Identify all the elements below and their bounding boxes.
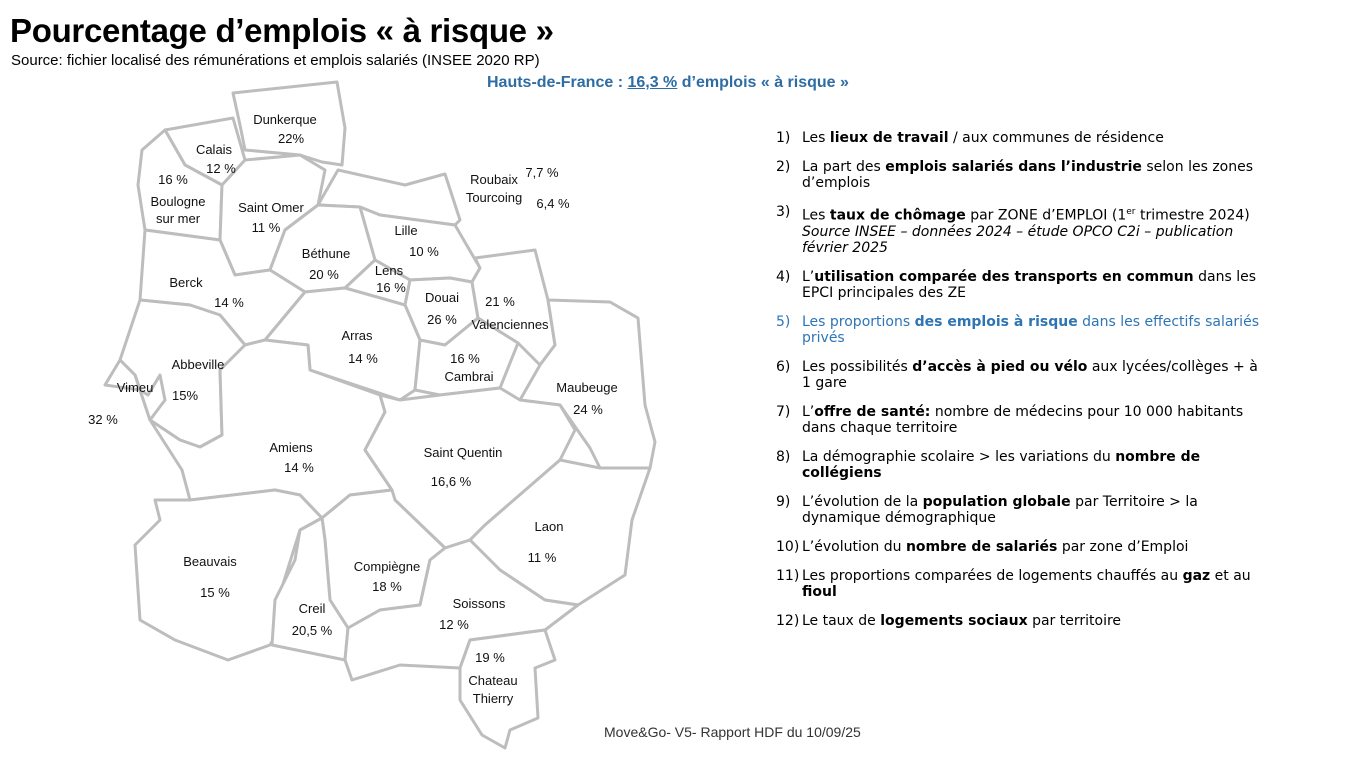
label-roubaix-value2: 6,4 % [536, 196, 570, 211]
label-creil-value: 20,5 % [291, 623, 333, 638]
list-item-text: L’évolution du [802, 538, 906, 555]
label-abbeville-name: Abbeville [171, 357, 225, 372]
list-item-text: Les possibilités [802, 358, 913, 375]
list-item-text: d’accès à pied ou vélo [912, 358, 1088, 375]
label-berck-value: 14 % [214, 295, 244, 310]
list-item-text: La part des [802, 159, 886, 175]
label-berck-name: Berck [169, 275, 203, 290]
list-item-text: gaz [1182, 567, 1211, 584]
region-prefix: Hauts-de-France : [487, 74, 628, 91]
list-item [776, 494, 1266, 526]
list-item-text: Le taux de [802, 612, 881, 629]
list-item [776, 539, 1266, 555]
label-arras-name: Arras [341, 328, 373, 343]
list-item [776, 159, 1266, 191]
label-chateau-thierry-name2: Thierry [472, 691, 514, 706]
label-amiens-name: Amiens [269, 440, 313, 455]
label-vimeu-name: Vimeu [116, 380, 154, 395]
label-boulogne-name1: Boulogne [150, 194, 206, 209]
source-line: Source: fichier localisé des rémunérations et emplois salariés (INSEE 2020 RP) [11, 52, 540, 69]
label-maubeuge-name: Maubeuge [556, 380, 618, 395]
list-item-text: nombre de médecins pour 10 000 habitants dans chaque territoire [802, 403, 1244, 436]
list-item-text: trimestre 2024) [1135, 207, 1250, 224]
list-item [776, 613, 1266, 629]
indicator-list [776, 130, 1266, 642]
list-item-text: Les proportions [802, 313, 915, 330]
label-calais-name: Calais [195, 142, 233, 157]
list-item-text: L’évolution de la [802, 493, 923, 510]
list-item-number: 12) [776, 612, 800, 629]
label-saint-omer-name: Saint Omer [238, 200, 304, 215]
label-compiegne-value: 18 % [372, 579, 402, 594]
list-item [776, 130, 1266, 146]
label-beauvais-name: Beauvais [183, 554, 237, 569]
label-abbeville-value: 15% [171, 388, 199, 403]
label-laon-value: 11 % [527, 550, 557, 565]
label-saint-quentin-value: 16,6 % [430, 474, 472, 489]
label-roubaix-name2: Tourcoing [465, 190, 523, 205]
label-roubaix-value1: 7,7 % [525, 165, 559, 180]
list-item-text: par ZONE d’EMPLOI (1 [965, 207, 1127, 224]
label-valenciennes-value: 21 % [485, 294, 515, 309]
list-item-text: L’ [802, 403, 815, 420]
list-item-number: 9) [776, 493, 791, 510]
label-lens-value: 16 % [376, 280, 406, 295]
page-title: Pourcentage d’emplois « à risque » [10, 12, 554, 49]
list-item-number: 4) [776, 268, 791, 285]
list-item [776, 359, 1266, 391]
label-arras-value: 14 % [348, 351, 378, 366]
label-vimeu-value: 32 % [88, 412, 118, 427]
list-item-text: Source INSEE – données 2024 – étude OPCO C2i – publication février 2025 [802, 223, 1234, 256]
label-douai-value: 26 % [427, 312, 457, 327]
list-item-text: fioul [802, 583, 837, 600]
list-item-text: Les [802, 130, 830, 146]
label-maubeuge-value: 24 % [573, 402, 603, 417]
label-soissons-name: Soissons [452, 596, 506, 611]
list-item-text: par territoire [1027, 612, 1122, 629]
zone-chateau-thierry [460, 630, 555, 748]
label-boulogne-name2: sur mer [155, 211, 201, 226]
label-valenciennes-name: Valenciennes [471, 317, 549, 332]
list-item-text: et au [1210, 567, 1251, 584]
list-item-text: nombre de salariés [905, 538, 1058, 555]
list-item-text: L’ [802, 268, 815, 285]
list-item-number: 1) [776, 130, 791, 146]
label-cambrai-name: Cambrai [444, 369, 494, 384]
label-laon-name: Laon [534, 519, 564, 534]
list-item-text: Les [802, 207, 830, 224]
list-item-number: 6) [776, 358, 791, 375]
label-dunkerque-name: Dunkerque [253, 112, 317, 127]
region-suffix: d’emplois « à risque » [677, 74, 849, 91]
list-item-number: 11) [776, 567, 800, 584]
list-item-text: offre de santé: [814, 403, 931, 420]
label-lille-value: 10 % [409, 244, 439, 259]
list-item-number: 10) [776, 538, 800, 555]
list-item-number: 2) [776, 159, 791, 175]
label-chateau-thierry-value: 19 % [475, 650, 505, 665]
list-item-text: nombre de collégiens [802, 448, 1201, 481]
list-item-text: emplois salariés dans l’industrie [885, 159, 1142, 175]
list-item-text: selon les zones d’emplois [802, 159, 1254, 191]
list-item-text: lieux de travail [829, 130, 949, 146]
list-item-text: aux lycées/collèges + à 1 gare [802, 358, 1258, 391]
list-item-number: 5) [776, 313, 791, 330]
list-item-text: par zone d’Emploi [1057, 538, 1189, 555]
list-item-text: La démographie scolaire > les variations du [802, 448, 1116, 465]
label-bethune-value: 20 % [309, 267, 339, 282]
label-saint-quentin-name: Saint Quentin [423, 445, 503, 460]
list-item [776, 449, 1266, 481]
label-chateau-thierry-name1: Chateau [468, 673, 518, 688]
label-cambrai-value: 16 % [450, 351, 480, 366]
label-roubaix-name1: Roubaix [470, 172, 518, 187]
list-item [776, 314, 1266, 346]
list-item-number: 7) [776, 403, 791, 420]
list-item [776, 204, 1266, 256]
footer-text: Move&Go- V5- Rapport HDF du 10/09/25 [604, 724, 861, 740]
label-bethune-name: Béthune [301, 246, 351, 261]
list-item-text: des emplois à risque [914, 313, 1078, 330]
list-item [776, 404, 1266, 436]
label-soissons-value: 12 % [439, 617, 469, 632]
list-item-number: 3) [776, 204, 791, 220]
label-douai-name: Douai [425, 290, 459, 305]
list-item [776, 568, 1266, 600]
label-compiegne-name: Compiègne [353, 559, 421, 574]
list-item-number: 8) [776, 448, 791, 465]
label-dunkerque-value: 22% [277, 131, 305, 146]
region-value: 16,3 % [627, 74, 678, 91]
list-item [776, 269, 1266, 301]
list-item-text: logements sociaux [880, 612, 1028, 629]
list-item-text: / aux communes de résidence [948, 130, 1164, 146]
label-creil-name: Creil [298, 601, 326, 616]
list-item-text: utilisation comparée des transports en commun [814, 268, 1194, 285]
label-amiens-value: 14 % [284, 460, 314, 475]
label-calais-value: 12 % [206, 161, 236, 176]
list-item-text: taux de chômage [829, 207, 966, 224]
label-boulogne-value: 16 % [158, 172, 188, 187]
list-item-text: par Territoire > la dynamique démographique [802, 493, 1198, 526]
list-item-text: Les proportions comparées de logements chauffés au [802, 567, 1183, 584]
list-item-text: dans les EPCI principales des ZE [802, 268, 1256, 301]
label-saint-omer-value: 11 % [251, 220, 281, 235]
label-beauvais-value: 15 % [200, 585, 230, 600]
list-item-text: er [1126, 207, 1136, 217]
list-item-text: dans les effectifs salariés privés [802, 313, 1259, 346]
list-item-text: population globale [922, 493, 1071, 510]
label-lens-name: Lens [374, 263, 404, 278]
label-lille-name: Lille [394, 223, 418, 238]
